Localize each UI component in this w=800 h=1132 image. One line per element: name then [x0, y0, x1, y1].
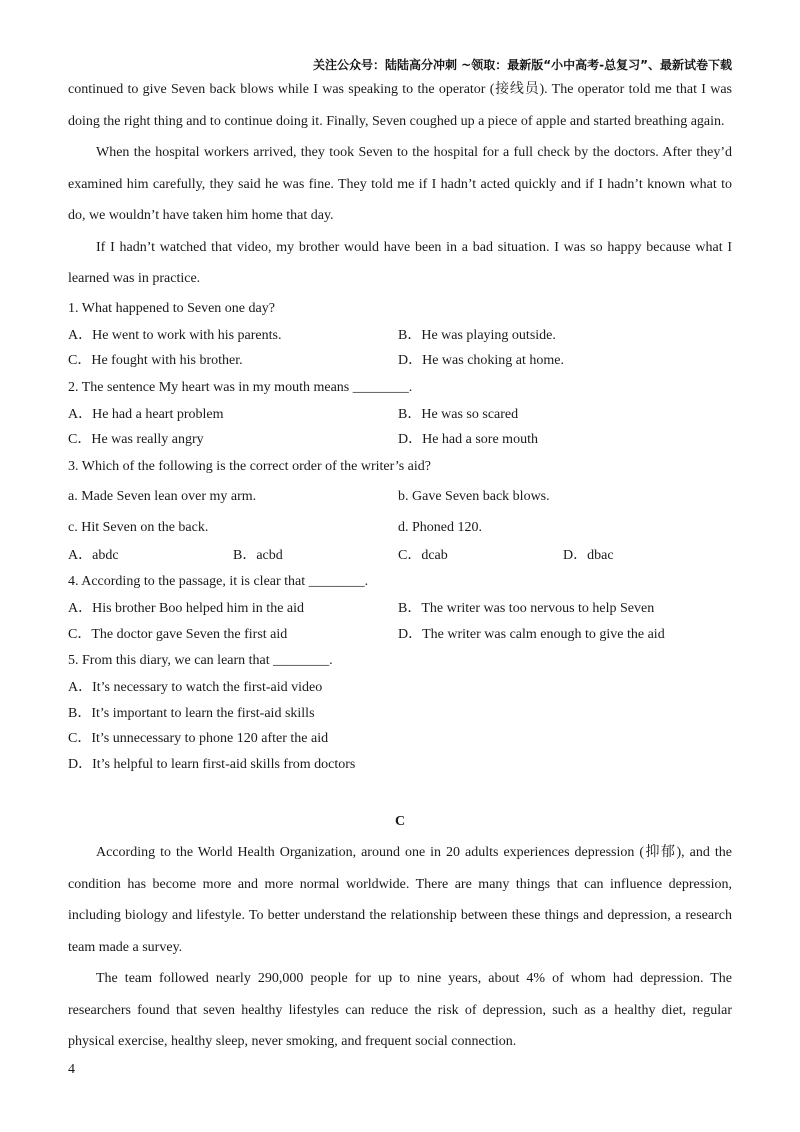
- question-1-option-b: B．He was playing outside.: [398, 327, 556, 343]
- question-3-option-a: A．abdc: [68, 547, 119, 563]
- passage-b-paragraph-2: When the hospital workers arrived, they took Seven to the hospital for a full check by the doctors. After they’d examined him carefully, they said he was fine. They told me if I hadn’t acted quickly and if I hadn’t known what to do, we wouldn’t have taken him home that day.: [68, 145, 732, 223]
- question-3-option-c: C．dcab: [398, 547, 448, 563]
- question-3-option-b: B．acbd: [233, 547, 283, 563]
- question-1-option-d: D．He was choking at home.: [398, 353, 565, 368]
- question-1-stem: 1. What happened to Seven one day?: [68, 300, 275, 316]
- passage-b-paragraph-1: continued to give Seven back blows while I was speaking to the operator (接线员). The operator told me that I was doing the right thing and to continue doing it. Finally, Seven coughed up a piece of apple and started breathing again.: [68, 82, 732, 129]
- question-2-options: [68, 402, 732, 453]
- question-5-option-a: A．It’s necessary to watch the first-aid video: [68, 680, 323, 695]
- question-4-stem: 4. According to the passage, it is clear that ________.: [68, 574, 369, 589]
- section-heading: C: [394, 814, 406, 829]
- question-2-option-d: D．He had a sore mouth: [398, 432, 538, 447]
- section-c-paragraph-2: The team followed nearly 290,000 people for up to nine years, about 4% of whom had depression. The researchers found that seven healthy lifestyles can reduce the risk of depression, such as a healthy diet, regular physical exercise, healthy sleep, never smoking, and frequent social connection.: [68, 971, 732, 1049]
- question-3-step-d: d. Phoned 120.: [398, 519, 482, 535]
- question-3-options: [68, 543, 732, 569]
- question-3-step-a: a. Made Seven lean over my arm.: [68, 488, 257, 504]
- question-2-stem: 2. The sentence My heart was in my mouth means ________.: [68, 379, 413, 395]
- passage-b-paragraph-3: If I hadn’t watched that video, my brother would have been in a bad situation. I was so happy because what I learned was in practice.: [68, 239, 732, 286]
- header-note: 关注公众号：陆陆高分冲刺 ~领取：最新版“小中高考-总复习”、最新试卷下载: [313, 58, 732, 72]
- question-2-option-b: B．He was so scared: [398, 406, 519, 422]
- question-1-option-a: A．He went to work with his parents.: [68, 327, 282, 343]
- question-2-option-a: A．He had a heart problem: [68, 406, 224, 422]
- question-1-options: [68, 323, 732, 374]
- question-5-option-c: C．It’s unnecessary to phone 120 after the aid: [68, 731, 329, 746]
- page-number: 4: [68, 1062, 75, 1077]
- question-4-option-a: A．His brother Boo helped him in the aid: [68, 601, 305, 616]
- question-5-options: [68, 675, 732, 777]
- question-3-option-d: D．dbac: [563, 547, 614, 563]
- question-5-option-d: D．It’s helpful to learn first-aid skills from doctors: [68, 756, 356, 772]
- question-4-options: [68, 596, 732, 647]
- question-4-option-b: B．The writer was too nervous to help Seven: [398, 601, 655, 616]
- page-content: [68, 74, 732, 1058]
- question-3-steps: [68, 481, 732, 543]
- question-2-option-c: C．He was really angry: [68, 432, 204, 447]
- question-3-stem: 3. Which of the following is the correct order of the writer’s aid?: [68, 458, 431, 474]
- question-5-option-b: B．It’s important to learn the first-aid skills: [68, 705, 315, 721]
- question-4-option-d: D．The writer was calm enough to give the aid: [398, 626, 665, 642]
- question-4-option-c: C．The doctor gave Seven the first aid: [68, 626, 288, 642]
- section-c-paragraph-1: According to the World Health Organization, around one in 20 adults experiences depression (抑郁), and the condition has become more and more normal worldwide. There are many things that can influence depression, including biology and lifestyle. To better understand the relationship between these things and depression, a research team made a survey.: [68, 845, 732, 955]
- question-3-step-c: c. Hit Seven on the back.: [68, 519, 209, 535]
- question-1-option-c: C．He fought with his brother.: [68, 353, 243, 368]
- question-5-stem: 5. From this diary, we can learn that ________.: [68, 653, 333, 668]
- question-3-step-b: b. Gave Seven back blows.: [398, 488, 550, 504]
